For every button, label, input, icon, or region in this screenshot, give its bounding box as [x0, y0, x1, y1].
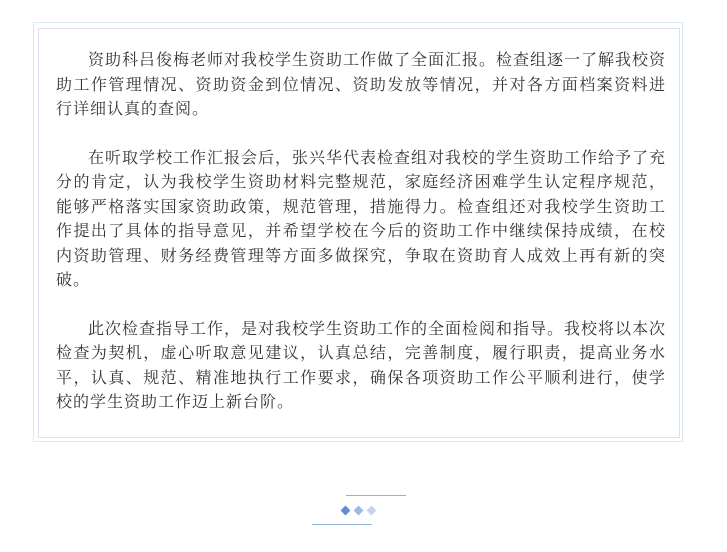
divider-line-top: [346, 495, 406, 496]
diamond-ornament: [340, 505, 380, 517]
diamond-icon: [341, 506, 351, 516]
paragraph-2: 在听取学校工作汇报会后，张兴华代表检查组对我校的学生资助工作给予了充分的肯定，认为我校学生资助材料完整规范，家庭经济困难学生认定程序规范，能够严格落实国家资助政策，规范管理，措施得力。检查组还对我校学生资助工作提出了具体的指导意见，并希望学校在今后的资助工作中继续保持成绩，在校内资助管理、财务经费管理等方面多做探究，争取在资助育人成效上再有新的突破。: [56, 147, 667, 289]
diamond-icon: [367, 506, 377, 516]
divider-line-bottom: [312, 524, 372, 525]
diamond-icon: [354, 506, 364, 516]
paragraph-1: 资助科吕俊梅老师对我校学生资助工作做了全面汇报。检查组逐一了解我校资助工作管理情况、资助资金到位情况、资助发放等情况，并对各方面档案资料进行详细认真的查阅。: [56, 50, 667, 118]
article-body: [56, 48, 666, 439]
paragraph-3: 此次检查指导工作，是对我校学生资助工作的全面检阅和指导。我校将以本次检查为契机，虚心听取意见建议，认真总结，完善制度，履行职责，提高业务水平，认真、规范、精准地执行工作要求，确保各项资助工作公平顺利进行，使学校的学生资助工作迈上新台阶。: [56, 318, 667, 411]
